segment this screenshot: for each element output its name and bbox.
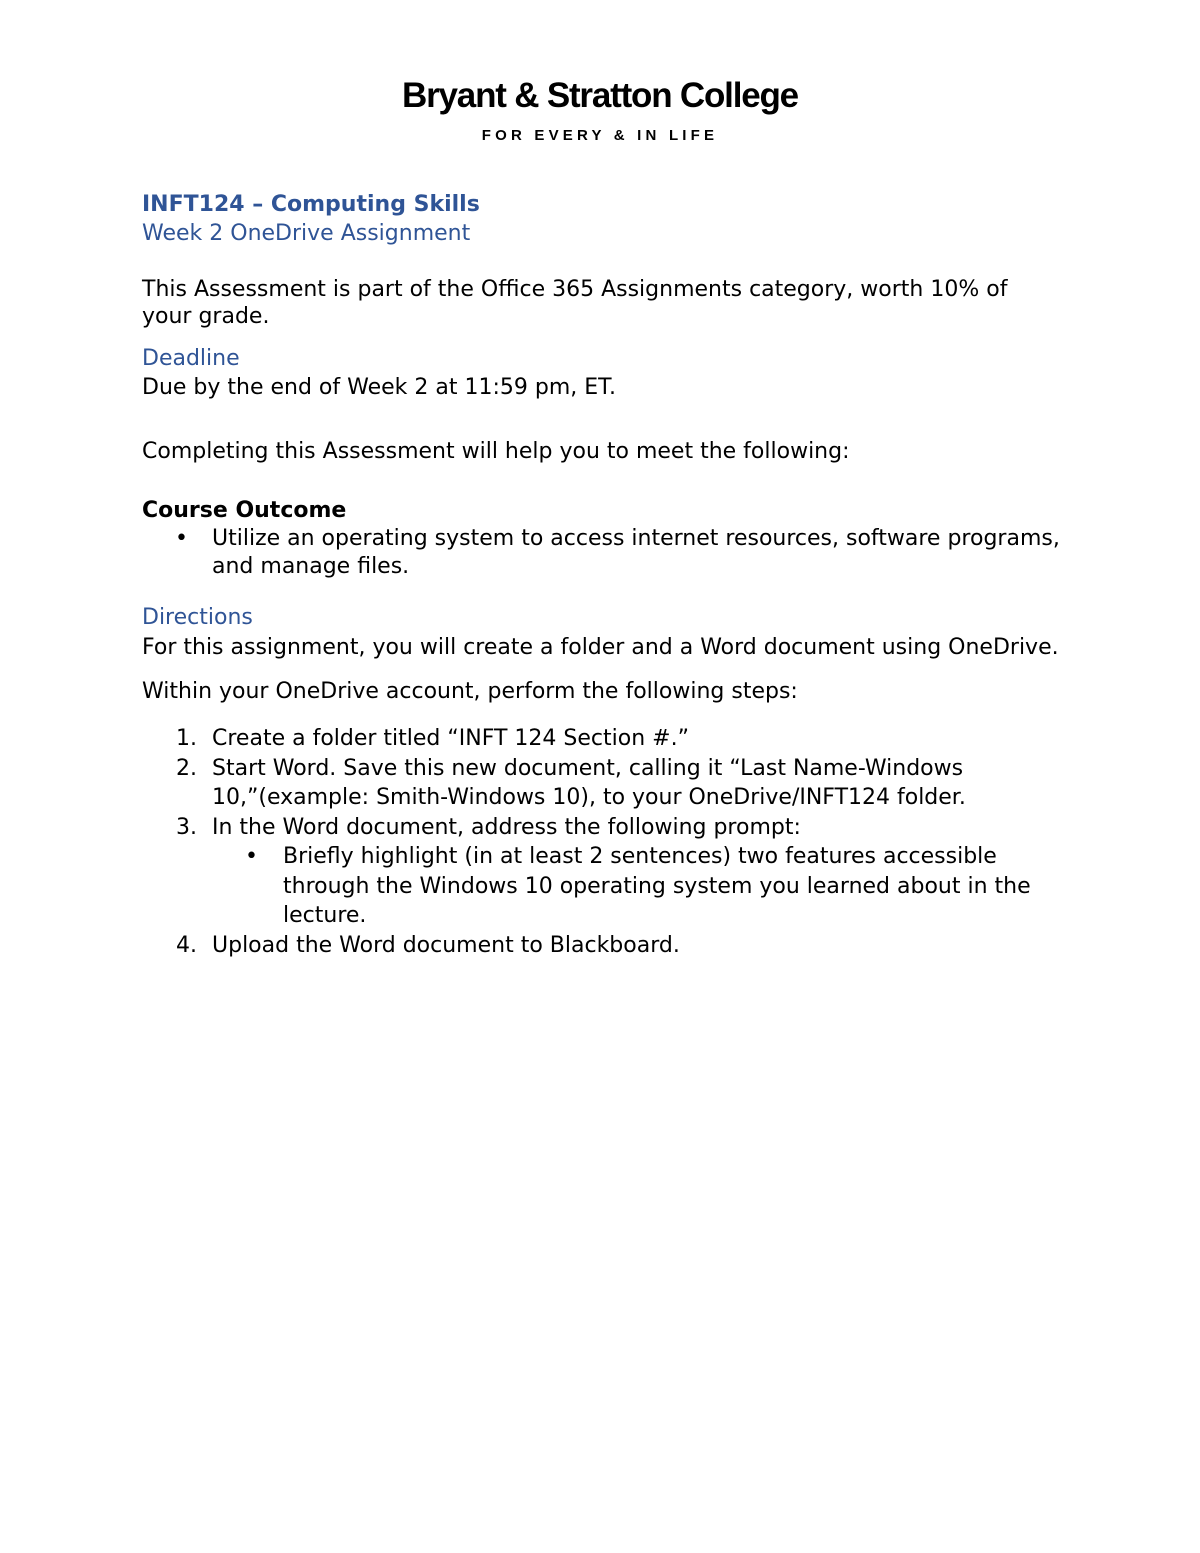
assignment-subtitle: Week 2 OneDrive Assignment: [142, 221, 471, 246]
deadline-heading: Deadline: [142, 346, 240, 371]
course-title: INFT124 – Computing Skills: [142, 192, 480, 217]
sub-bullet-list: [212, 842, 1062, 931]
step-number: 2.: [176, 755, 197, 781]
list-item: [212, 842, 1062, 931]
college-logo-name: Bryant & Stratton College: [402, 76, 798, 115]
list-item: [142, 525, 1062, 581]
sub-bullet-text: Briefly highlight (in at least 2 sentences) two features accessible through the Windows 10 operating system you learned about in the lecture.: [283, 844, 1031, 928]
college-header: [0, 74, 1200, 146]
directions-heading: Directions: [142, 605, 253, 630]
step-number: 4.: [176, 932, 197, 958]
course-outcome-text: Utilize an operating system to access internet resources, software programs, and manage files.: [212, 526, 1060, 579]
list-item: [142, 931, 1062, 961]
deadline-text: Due by the end of Week 2 at 11:59 pm, ET.: [142, 375, 616, 400]
step-number: 3.: [176, 814, 197, 840]
course-outcome-heading: Course Outcome: [142, 498, 347, 523]
list-item: [142, 724, 1062, 754]
completing-text: Completing this Assessment will help you to meet the following:: [142, 439, 850, 464]
step-text: Upload the Word document to Blackboard.: [212, 932, 680, 958]
bullet-icon: •: [175, 526, 188, 551]
step-text: In the Word document, address the following prompt:: [212, 814, 801, 840]
directions-intro: For this assignment, you will create a folder and a Word document using OneDrive.: [142, 635, 1059, 660]
college-tagline: FOR EVERY & IN LIFE: [481, 127, 719, 144]
list-item: [142, 754, 1062, 813]
list-item: [142, 813, 1062, 931]
steps-list: [142, 724, 1062, 960]
steps-intro: Within your OneDrive account, perform the following steps:: [142, 679, 798, 704]
course-outcome-list: [142, 525, 1062, 581]
step-number: 1.: [176, 726, 197, 751]
document-body: [142, 190, 1062, 960]
step-text: Create a folder titled “INFT 124 Section #.”: [212, 726, 689, 751]
intro-paragraph: This Assessment is part of the Office 365 Assignments category, worth 10% of your grade.: [142, 277, 1008, 329]
bullet-icon: •: [245, 844, 258, 869]
step-text: Start Word. Save this new document, calling it “Last Name-Windows 10,”(example: Smith-Windows 10), to your OneDrive/INFT124 folder.: [212, 755, 966, 810]
